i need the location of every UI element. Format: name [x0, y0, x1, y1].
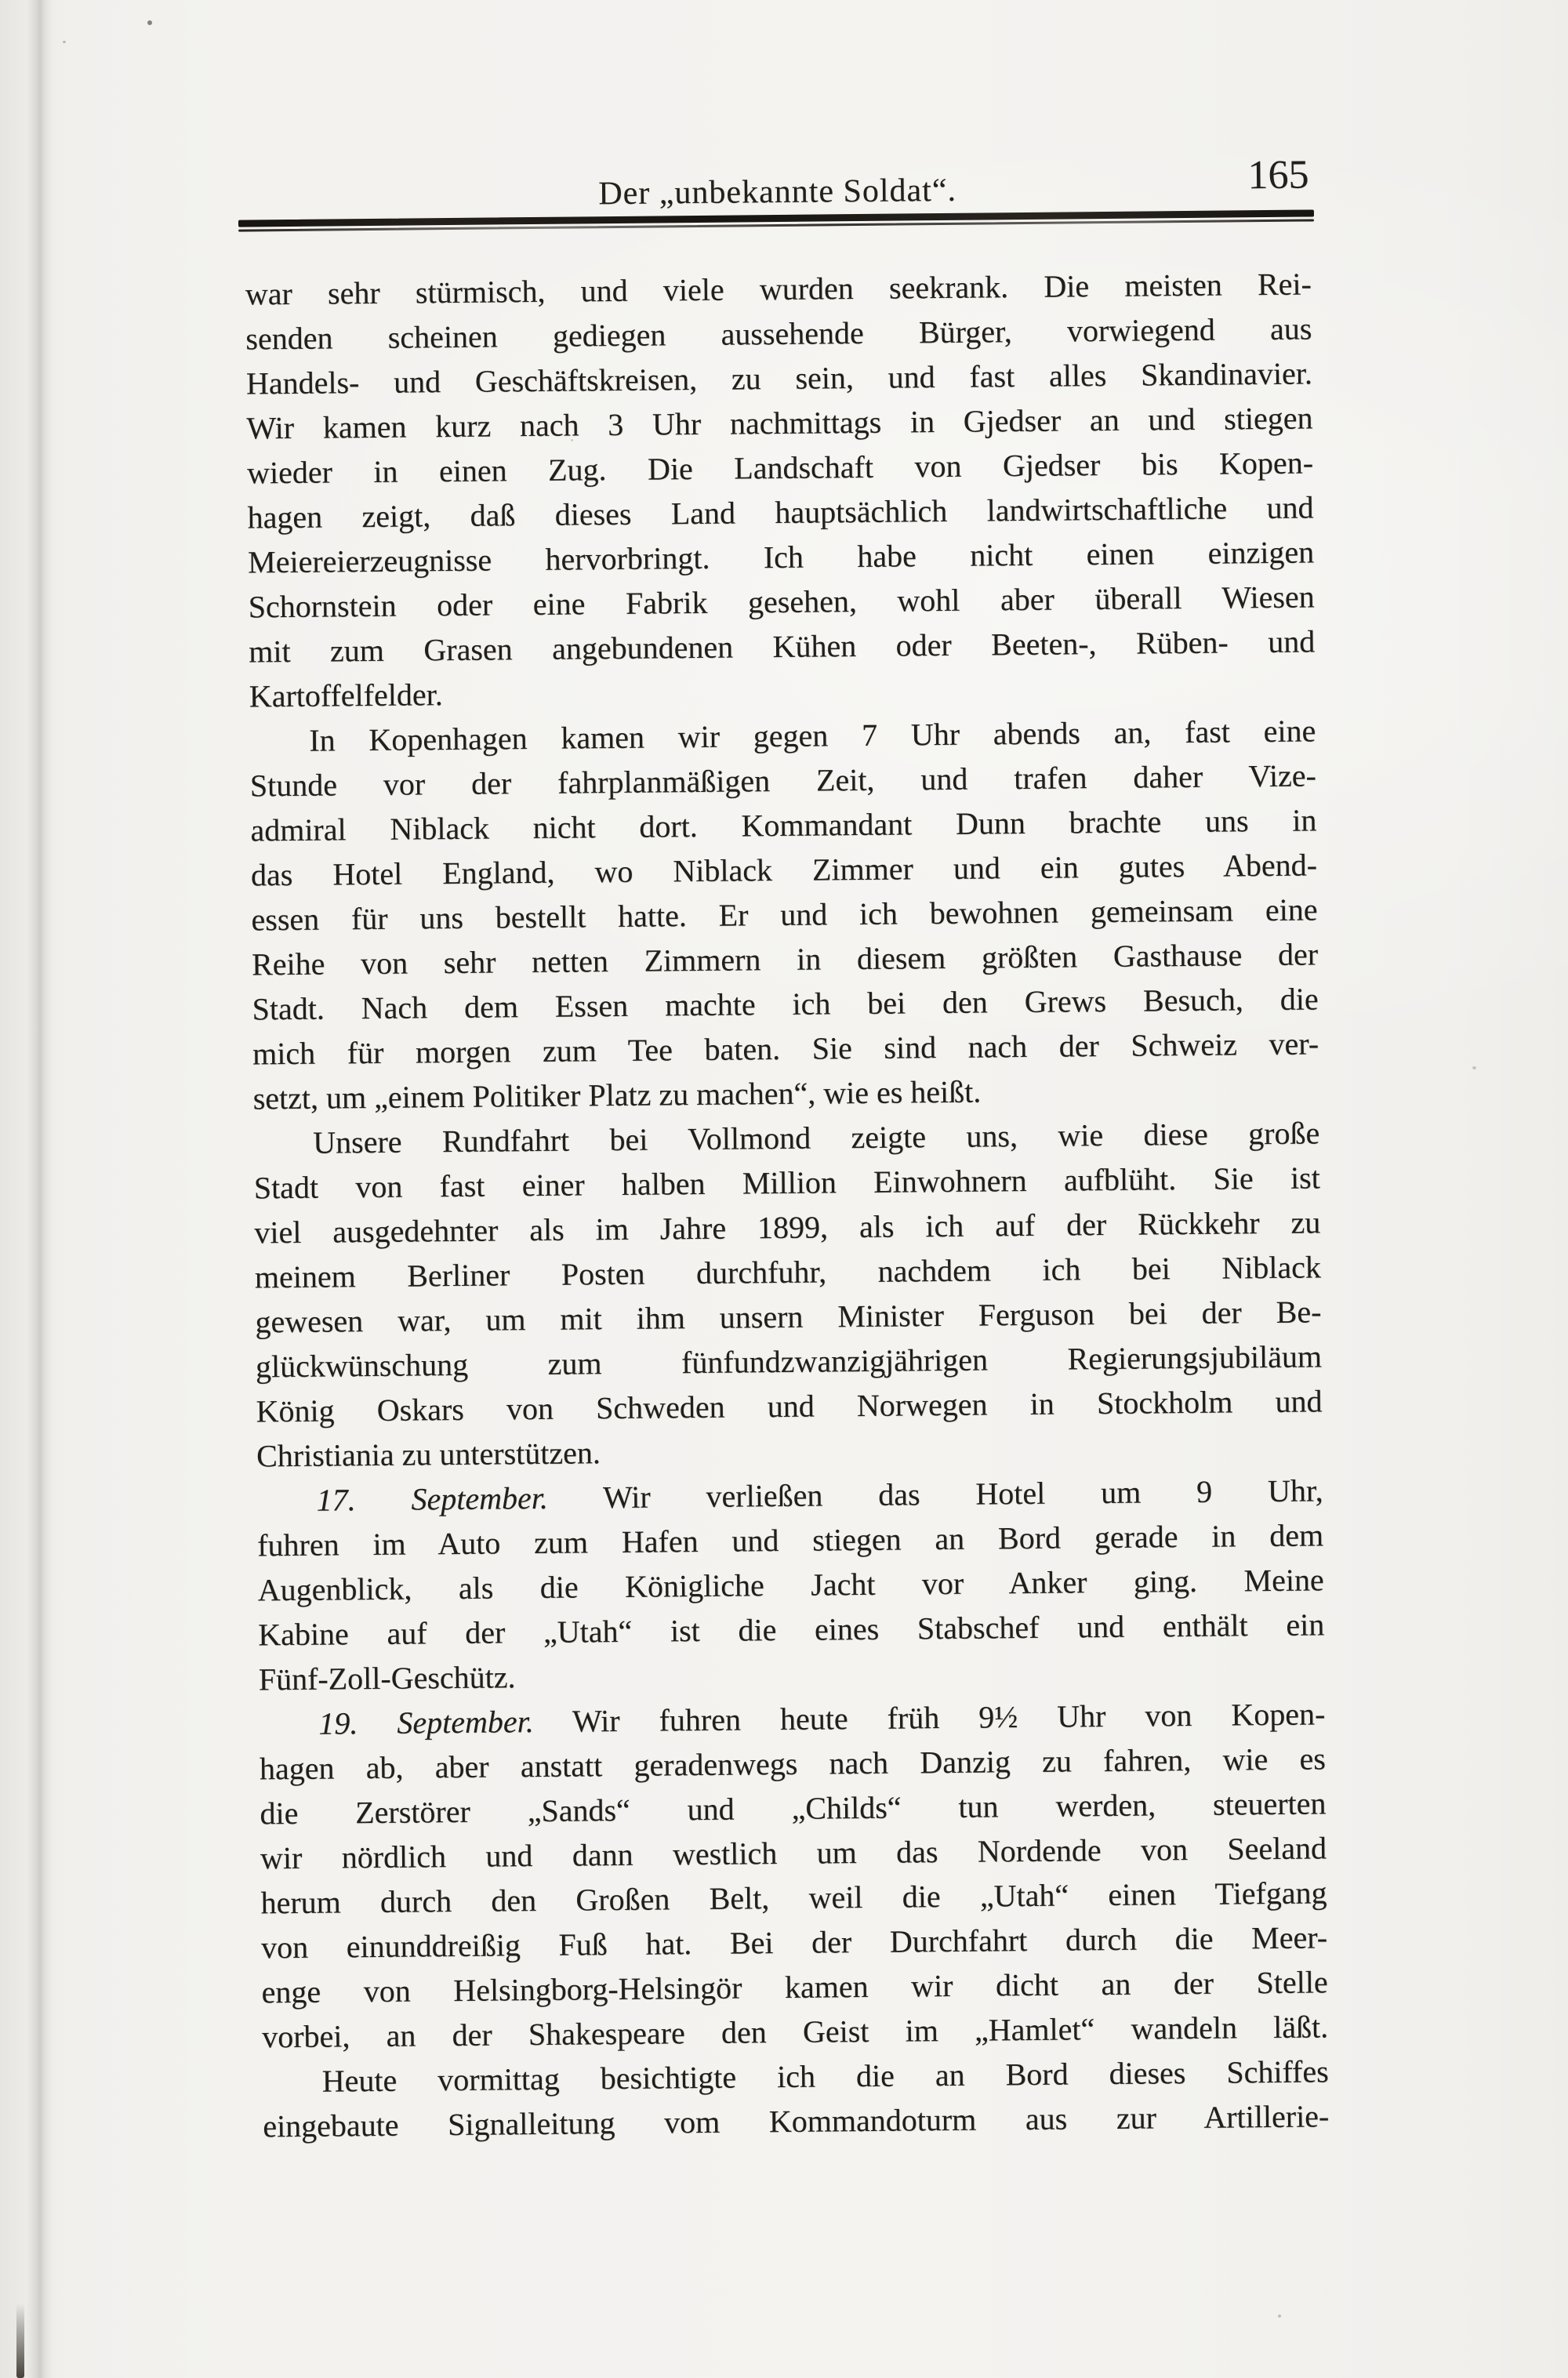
text-segment: In Kopenhagen kamen wir gegen 7 Uhr abends an, fast eine [309, 713, 1316, 758]
text-segment: Meiereierzeugnisse hervorbringt. Ich habe nicht einen einzigen [247, 534, 1315, 580]
body-text [245, 261, 1330, 2148]
text-segment: Handels- und Geschäftskreisen, zu sein, und fast alles Skandinavier. [245, 355, 1313, 401]
text-segment: Wir kamen kurz nach 3 Uhr nachmittags in Gjedser an und stiegen [246, 400, 1313, 446]
paragraph [259, 1691, 1328, 2059]
text-segment: Stadt von fast einer halben Million Einwohnern aufblüht. Sie ist [253, 1160, 1320, 1206]
text-segment: senden scheinen gediegen aussehende Bürger, vorwiegend aus [245, 310, 1312, 357]
running-header-title: Der „unbekannte Soldat“. [598, 172, 957, 212]
text-segment: eingebaute Signalleitung vom Kommandoturm aus zur Artillerie- [263, 2098, 1330, 2144]
text-line [263, 2093, 1329, 2148]
text-segment: Wir verließen das Hotel um 9 Uhr, [547, 1472, 1323, 1516]
date-lead-italic: 19. September. [318, 1704, 534, 1741]
paragraph [249, 708, 1319, 1120]
paragraph [256, 1468, 1325, 1701]
text-segment: mit zum Grasen angebundenen Kühen oder Beeten-, Rüben- und [249, 623, 1316, 670]
text-segment: gewesen war, um mit ihm unsern Minister Ferguson bei der Be- [255, 1294, 1322, 1340]
binding-crease [27, 0, 53, 2378]
page-number: 165 [1247, 152, 1309, 198]
text-segment: Reihe von sehr netten Zimmern in diesem größten Gasthause der [251, 936, 1319, 982]
text-segment: Stunde vor der fahrplanmäßigen Zeit, und trafen daher Vize- [249, 757, 1317, 804]
text-segment: admiral Niblack nicht dort. Kommandant Dunn brachte uns in [250, 802, 1317, 848]
text-segment: Stadt. Nach dem Essen machte ich bei den Grews Besuch, die [252, 981, 1319, 1027]
text-segment: wieder in einen Zug. Die Landschaft von Gjedser bis Kopen- [246, 445, 1314, 491]
text-segment: wir nördlich und dann westlich um das Nordende von Seeland [260, 1830, 1327, 1876]
text-segment: fuhren im Auto zum Hafen und stiegen an Bord gerade in dem [256, 1517, 1324, 1563]
date-lead-italic: 17. September. [316, 1479, 549, 1518]
paragraph [245, 261, 1316, 718]
text-segment: von einunddreißig Fuß hat. Bei der Durchfahrt durch die Meer- [260, 1919, 1328, 1966]
text-segment: das Hotel England, wo Niblack Zimmer und ein gutes Abend- [250, 847, 1318, 893]
text-segment: Christiania zu unterstützen. [256, 1435, 601, 1474]
page-edge-mark [16, 2304, 24, 2378]
text-block [242, 0, 1331, 2378]
text-segment: Fünf-Zoll-Geschütz. [258, 1659, 516, 1697]
text-segment: Unsere Rundfahrt bei Vollmond zeigte uns, wie diese große [313, 1115, 1320, 1160]
text-segment: Kartoffelfelder. [249, 677, 443, 714]
text-segment: setzt, um „einem Politiker Platz zu machen“, wie es heißt. [252, 1073, 982, 1116]
scan-speck [63, 41, 66, 43]
paragraph [253, 1110, 1323, 1478]
text-segment: glückwünschung zum fünfundzwanzigjährigen Regierungsjubiläum [255, 1338, 1323, 1385]
text-segment: Schornstein oder eine Fabrik gesehen, wohl aber überall Wiesen [248, 579, 1315, 625]
text-segment: mich für morgen zum Tee baten. Sie sind nach der Schweiz ver- [252, 1026, 1319, 1072]
text-segment: Augenblick, als die Königliche Jacht vor Anker ging. Meine [257, 1562, 1324, 1608]
text-segment: die Zerstörer „Sands“ und „Childs“ tun werden, steuerten [260, 1785, 1327, 1832]
text-segment: König Oskars von Schweden und Norwegen in Stockholm und [256, 1383, 1323, 1429]
scan-speck [147, 20, 152, 25]
text-segment: enge von Helsingborg-Helsingör kamen wir dicht an der Stelle [261, 1964, 1328, 2010]
scan-speck [1472, 1066, 1476, 1069]
text-segment: vorbei, an der Shakespeare den Geist im „Hamlet“ wandeln läßt. [262, 2009, 1329, 2055]
text-segment: meinem Berliner Posten durchfuhr, nachdem ich bei Niblack [254, 1249, 1322, 1295]
text-segment: herum durch den Großen Belt, weil die „Utah“ einen Tiefgang [260, 1875, 1327, 1921]
text-segment: war sehr stürmisch, und viele wurden seekrank. Die meisten Rei- [245, 266, 1312, 312]
text-segment: essen für uns bestellt hatte. Er und ich bewohnen gemeinsam eine [251, 891, 1318, 938]
text-segment: Wir fuhren heute früh 9½ Uhr von Kopen- [533, 1696, 1326, 1740]
text-segment: Heute vormittag besichtigte ich die an Bord dieses Schiffes [321, 2053, 1329, 2099]
text-segment: viel ausgedehnter als im Jahre 1899, als ich auf der Rückkehr zu [254, 1204, 1321, 1251]
text-segment: hagen zeigt, daß dieses Land hauptsächlich landwirtschaftliche und [247, 489, 1314, 536]
paragraph [262, 2049, 1329, 2148]
text-segment: hagen ab, aber anstatt geradenwegs nach Danzig zu fahren, wie es [259, 1741, 1327, 1787]
text-segment: Kabine auf der „Utah“ ist die eines Stabschef und enthält ein [258, 1607, 1325, 1653]
